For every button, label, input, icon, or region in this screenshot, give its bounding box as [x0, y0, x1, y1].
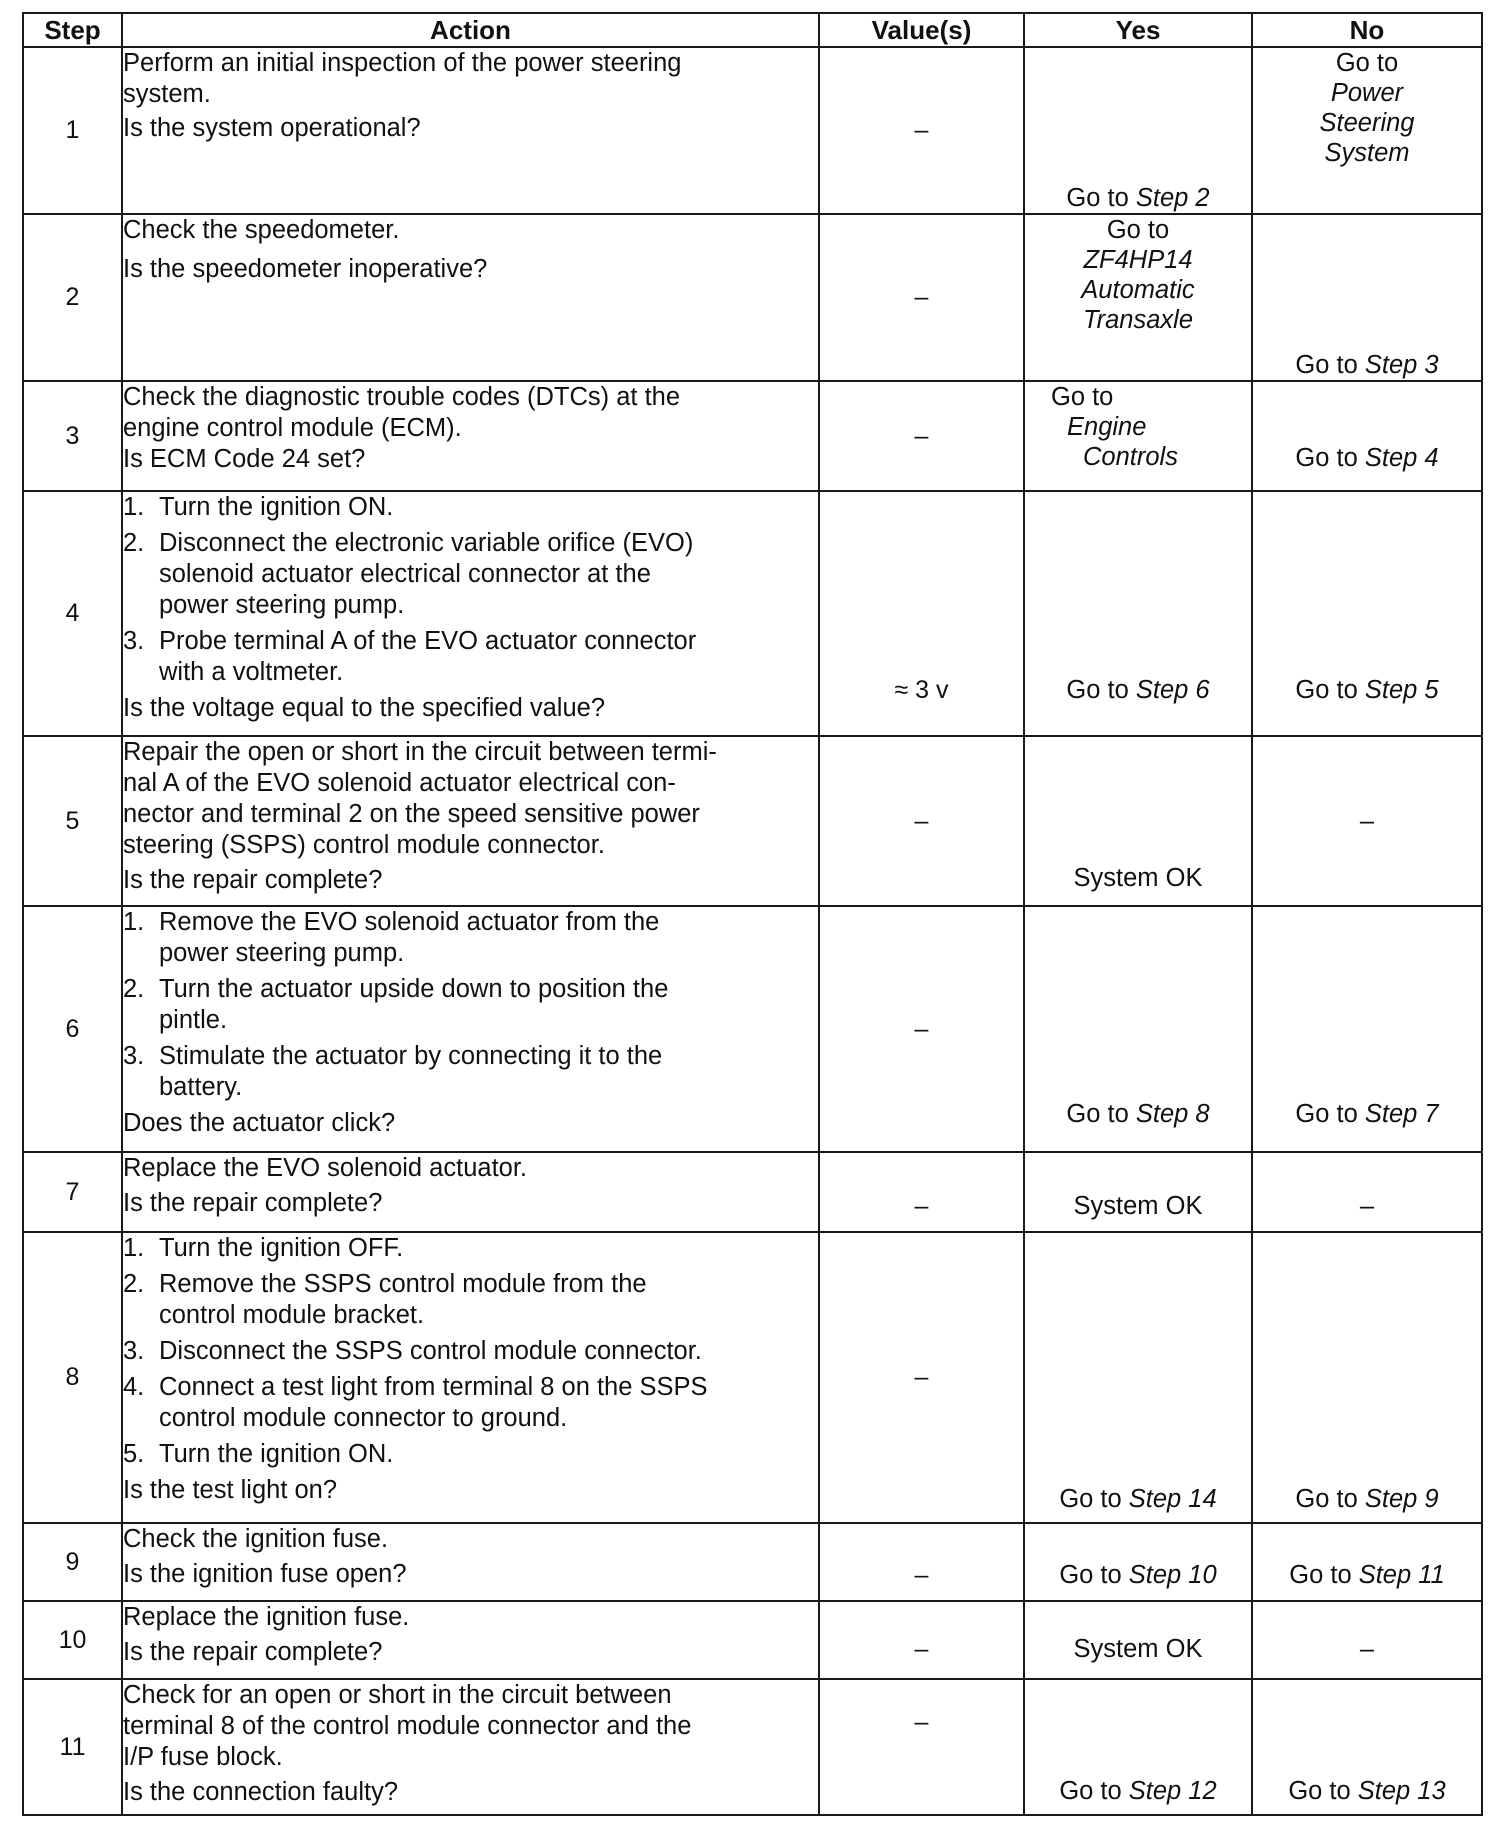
action-cell: [122, 736, 819, 906]
action-cell: [122, 906, 819, 1152]
action-question: Is the repair complete?: [123, 1189, 383, 1217]
goto-prefix: Go to: [1106, 216, 1170, 244]
action-cell: [122, 1232, 819, 1523]
goto-prefix: Go to: [1335, 49, 1399, 77]
value-cell: –: [819, 1601, 1024, 1679]
table-row: [23, 1679, 1482, 1815]
action-line: Check the speedometer.: [123, 216, 400, 244]
no-cell: –: [1252, 736, 1482, 906]
goto-prefix: Go to: [1288, 1777, 1358, 1805]
action-line: terminal 8 of the control module connector and the: [123, 1712, 692, 1740]
table-row: [23, 1523, 1482, 1601]
substep-list: [123, 907, 818, 1103]
substep: 2. Disconnect the electronic variable orifice (EVO) solenoid actuator electrical connector at the power steering pump.: [123, 529, 694, 619]
header-yes: Yes: [1024, 13, 1252, 47]
no-cell: [1252, 47, 1482, 214]
yes-cell: [1024, 1232, 1252, 1523]
substep: 1. Turn the ignition OFF.: [123, 1234, 404, 1262]
action-line: Replace the ignition fuse.: [123, 1603, 410, 1631]
header-values: Value(s): [819, 13, 1024, 47]
step-link[interactable]: Step 4: [1364, 444, 1439, 472]
action-line: Check the diagnostic trouble codes (DTCs) at the: [123, 383, 681, 411]
step-link[interactable]: Step 14: [1128, 1485, 1217, 1513]
action-line: system.: [123, 80, 211, 108]
action-question: Is the speedometer inoperative?: [123, 255, 488, 283]
step-link[interactable]: Step 8: [1135, 1100, 1210, 1128]
value-cell: –: [819, 47, 1024, 214]
step-link[interactable]: Step 9: [1364, 1485, 1439, 1513]
no-cell: [1252, 906, 1482, 1152]
no-cell: [1252, 214, 1482, 381]
step-number: 10: [23, 1601, 122, 1679]
substep: 4. Connect a test light from terminal 8 on the SSPS control module connector to ground.: [123, 1373, 708, 1432]
step-link[interactable]: Step 12: [1128, 1777, 1217, 1805]
table-row: [23, 906, 1482, 1152]
substep-list: [123, 492, 818, 688]
value-cell: ≈ 3 v: [819, 491, 1024, 736]
goto-prefix: Go to: [1295, 1100, 1365, 1128]
action-question: Is the voltage equal to the specified value?: [123, 694, 605, 722]
step-number: 11: [23, 1679, 122, 1815]
table-row: [23, 736, 1482, 906]
yes-cell: [1024, 906, 1252, 1152]
action-cell: [122, 1523, 819, 1601]
step-link[interactable]: Step 13: [1357, 1777, 1446, 1805]
action-line: Repair the open or short in the circuit between termi-: [123, 738, 717, 766]
reference-link[interactable]: Transaxle: [1082, 306, 1194, 334]
action-question: Is the repair complete?: [123, 866, 383, 894]
substep: 5. Turn the ignition ON.: [123, 1440, 394, 1468]
reference-link[interactable]: Power: [1330, 79, 1404, 107]
action-question: Is the connection faulty?: [123, 1778, 399, 1806]
reference-link[interactable]: System: [1324, 139, 1410, 167]
goto-prefix: Go to: [1066, 184, 1136, 212]
step-link[interactable]: Step 6: [1135, 676, 1210, 704]
substep: 1. Turn the ignition ON.: [123, 493, 394, 521]
goto-prefix: Go to: [1289, 1561, 1359, 1589]
reference-link[interactable]: Steering: [1319, 109, 1415, 137]
step-number: 1: [23, 47, 122, 214]
table-row: [23, 1232, 1482, 1523]
step-number: 5: [23, 736, 122, 906]
reference-link[interactable]: Engine: [1067, 413, 1147, 441]
step-number: 9: [23, 1523, 122, 1601]
action-line: engine control module (ECM).: [123, 414, 462, 442]
action-question: Is the ignition fuse open?: [123, 1560, 407, 1588]
step-link[interactable]: Step 3: [1364, 351, 1439, 379]
value-cell: –: [819, 1152, 1024, 1232]
action-line: steering (SSPS) control module connector.: [123, 831, 605, 859]
action-cell: [122, 1152, 819, 1232]
yes-cell: [1024, 214, 1252, 381]
no-cell: [1252, 1679, 1482, 1815]
step-number: 8: [23, 1232, 122, 1523]
yes-cell: System OK: [1024, 736, 1252, 906]
value-cell: –: [819, 1679, 1024, 1815]
value-cell: –: [819, 736, 1024, 906]
table-row: [23, 381, 1482, 491]
action-question: Is the repair complete?: [123, 1638, 383, 1666]
step-number: 4: [23, 491, 122, 736]
yes-cell: System OK: [1024, 1152, 1252, 1232]
yes-cell: System OK: [1024, 1601, 1252, 1679]
substep: 3. Disconnect the SSPS control module connector.: [123, 1337, 702, 1365]
goto-prefix: Go to: [1059, 1485, 1129, 1513]
action-question: Is ECM Code 24 set?: [123, 445, 366, 473]
no-cell: –: [1252, 1601, 1482, 1679]
no-cell: [1252, 1232, 1482, 1523]
reference-link[interactable]: ZF4HP14: [1083, 246, 1193, 274]
table-row: [23, 1152, 1482, 1232]
action-cell: [122, 1601, 819, 1679]
goto-prefix: Go to: [1295, 444, 1365, 472]
step-link[interactable]: Step 7: [1364, 1100, 1439, 1128]
step-number: 3: [23, 381, 122, 491]
goto-prefix: Go to: [1051, 383, 1114, 411]
table-row: [23, 1601, 1482, 1679]
reference-link[interactable]: Controls: [1083, 443, 1178, 471]
step-link[interactable]: Step 10: [1128, 1561, 1217, 1589]
header-action: Action: [122, 13, 819, 47]
step-number: 6: [23, 906, 122, 1152]
header-no: No: [1252, 13, 1482, 47]
step-number: 2: [23, 214, 122, 381]
action-cell: [122, 47, 819, 214]
action-question: Is the system operational?: [123, 114, 421, 142]
reference-link[interactable]: Automatic: [1081, 276, 1195, 304]
value-cell: –: [819, 214, 1024, 381]
header-step: Step: [23, 13, 122, 47]
no-cell: –: [1252, 1152, 1482, 1232]
goto-prefix: Go to: [1295, 676, 1365, 704]
action-line: I/P fuse block.: [123, 1743, 283, 1771]
value-cell: –: [819, 1523, 1024, 1601]
step-link[interactable]: Step 11: [1358, 1561, 1445, 1589]
goto-prefix: Go to: [1066, 1100, 1136, 1128]
no-cell: [1252, 1523, 1482, 1601]
substep: 1. Remove the EVO solenoid actuator from the power steering pump.: [123, 908, 660, 967]
action-question: Is the test light on?: [123, 1476, 338, 1504]
action-question: Does the actuator click?: [123, 1109, 396, 1137]
value-cell: –: [819, 381, 1024, 491]
yes-cell: [1024, 491, 1252, 736]
yes-cell: [1024, 47, 1252, 214]
substep: 3. Probe terminal A of the EVO actuator connector with a voltmeter.: [123, 627, 697, 686]
action-cell: [122, 491, 819, 736]
value-cell: –: [819, 1232, 1024, 1523]
yes-cell: [1024, 381, 1252, 491]
goto-prefix: Go to: [1295, 351, 1365, 379]
action-cell: [122, 381, 819, 491]
substep-list: [123, 1233, 818, 1470]
goto-prefix: Go to: [1059, 1777, 1129, 1805]
table-row: [23, 47, 1482, 214]
header-row: [23, 13, 1482, 47]
table-row: [23, 491, 1482, 736]
table-row: [23, 214, 1482, 381]
action-line: Check the ignition fuse.: [123, 1525, 389, 1553]
goto-prefix: Go to: [1295, 1485, 1365, 1513]
action-line: Replace the EVO solenoid actuator.: [123, 1154, 528, 1182]
goto-prefix: Go to: [1066, 676, 1136, 704]
no-cell: [1252, 491, 1482, 736]
substep: 3. Stimulate the actuator by connecting it to the battery.: [123, 1042, 663, 1101]
yes-cell: [1024, 1523, 1252, 1601]
value-cell: –: [819, 906, 1024, 1152]
action-cell: [122, 1679, 819, 1815]
action-line: Perform an initial inspection of the power steering: [123, 49, 682, 77]
substep: 2. Turn the actuator upside down to position the pintle.: [123, 975, 669, 1034]
step-number: 7: [23, 1152, 122, 1232]
yes-cell: [1024, 1679, 1252, 1815]
action-cell: [122, 214, 819, 381]
diagnostic-table: [22, 12, 1483, 1816]
no-cell: [1252, 381, 1482, 491]
action-line: Check for an open or short in the circuit between: [123, 1681, 672, 1709]
goto-prefix: Go to: [1059, 1561, 1129, 1589]
action-line: nector and terminal 2 on the speed sensitive power: [123, 800, 700, 828]
substep: 2. Remove the SSPS control module from the control module bracket.: [123, 1270, 647, 1329]
action-line: nal A of the EVO solenoid actuator electrical con-: [123, 769, 676, 797]
step-link[interactable]: Step 2: [1135, 184, 1210, 212]
step-link[interactable]: Step 5: [1364, 676, 1439, 704]
